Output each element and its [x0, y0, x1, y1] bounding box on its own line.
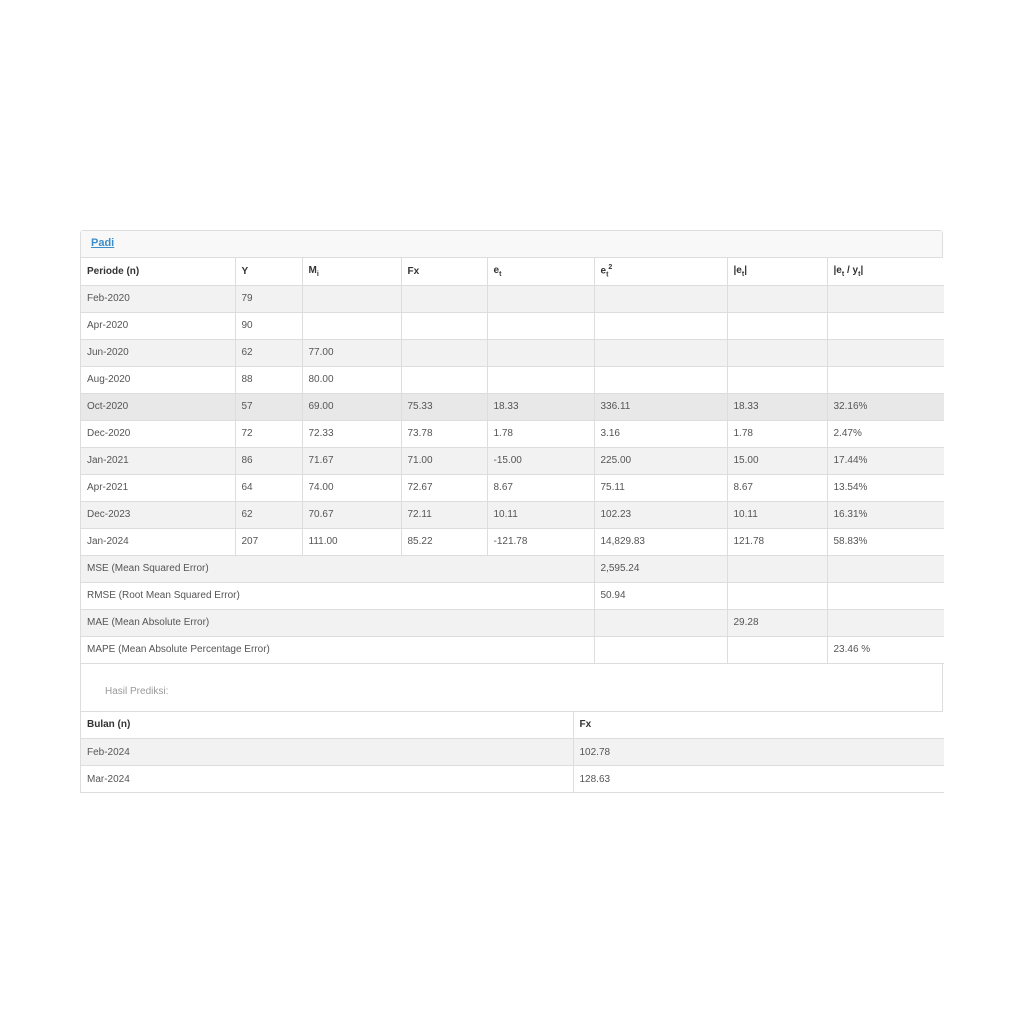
cell-et2: 102.23 — [594, 501, 727, 528]
cell-ape — [827, 366, 944, 393]
cell-abs: 8.67 — [727, 474, 827, 501]
cell-mi — [302, 312, 401, 339]
prediction-header-row — [81, 712, 944, 739]
cell-fx: 72.11 — [401, 501, 487, 528]
cell-fx — [401, 339, 487, 366]
header-ape-sub2: t — [858, 270, 861, 278]
prediction-label: Hasil Prediksi: — [81, 664, 942, 712]
cell-et: -121.78 — [487, 528, 594, 555]
cell-y: 88 — [235, 366, 302, 393]
cell-y: 90 — [235, 312, 302, 339]
cell-abs: 10.11 — [727, 501, 827, 528]
cell-period: Jan-2024 — [81, 528, 235, 555]
mae-row — [81, 609, 944, 636]
cell-fx — [401, 285, 487, 312]
cell-y: 86 — [235, 447, 302, 474]
cell-mi: 111.00 — [302, 528, 401, 555]
padi-link[interactable]: Padi — [91, 237, 115, 249]
table-row — [81, 501, 944, 528]
cell-abs — [727, 366, 827, 393]
prediction-cell-fx: 128.63 — [573, 766, 944, 793]
cell-et: -15.00 — [487, 447, 594, 474]
table-row — [81, 474, 944, 501]
cell-et2: 225.00 — [594, 447, 727, 474]
cell-fx — [401, 312, 487, 339]
header-period: Periode (n) — [81, 258, 235, 285]
cell-ape: 17.44% — [827, 447, 944, 474]
rmse-value: 50.94 — [594, 582, 727, 609]
header-y: Y — [235, 258, 302, 285]
cell-ape: 58.83% — [827, 528, 944, 555]
cell-mi: 77.00 — [302, 339, 401, 366]
table-row — [81, 339, 944, 366]
cell-y: 57 — [235, 393, 302, 420]
cell-mi: 70.67 — [302, 501, 401, 528]
rmse-label: RMSE (Root Mean Squared Error) — [81, 582, 594, 609]
header-ape-sub1: t — [841, 270, 845, 278]
cell-et2 — [594, 285, 727, 312]
rmse-empty-ape — [827, 582, 944, 609]
rmse-row — [81, 582, 944, 609]
cell-mi: 74.00 — [302, 474, 401, 501]
padi-panel — [80, 230, 943, 793]
mape-label: MAPE (Mean Absolute Percentage Error) — [81, 636, 594, 663]
cell-abs: 15.00 — [727, 447, 827, 474]
table-row — [81, 420, 944, 447]
header-mi-sub: i — [316, 270, 319, 278]
prediction-cell-fx: 102.78 — [573, 739, 944, 766]
cell-period: Jun-2020 — [81, 339, 235, 366]
header-fx: Fx — [401, 258, 487, 285]
mae-empty-ape — [827, 609, 944, 636]
cell-y: 62 — [235, 501, 302, 528]
cell-abs: 1.78 — [727, 420, 827, 447]
cell-abs — [727, 339, 827, 366]
cell-ape: 32.16% — [827, 393, 944, 420]
cell-et2: 336.11 — [594, 393, 727, 420]
cell-period: Oct-2020 — [81, 393, 235, 420]
prediction-cell-month: Mar-2024 — [81, 766, 573, 793]
cell-fx: 72.67 — [401, 474, 487, 501]
cell-et2 — [594, 339, 727, 366]
header-ape-mid: / y — [844, 264, 859, 276]
cell-abs — [727, 312, 827, 339]
cell-et2: 14,829.83 — [594, 528, 727, 555]
mape-empty-et2 — [594, 636, 727, 663]
mape-row — [81, 636, 944, 663]
prediction-row — [81, 766, 944, 793]
cell-ape — [827, 312, 944, 339]
cell-abs: 121.78 — [727, 528, 827, 555]
mse-empty-abs — [727, 555, 827, 582]
cell-et2 — [594, 366, 727, 393]
header-ape — [827, 258, 944, 285]
mae-empty-et2 — [594, 609, 727, 636]
cell-period: Aug-2020 — [81, 366, 235, 393]
cell-period: Apr-2020 — [81, 312, 235, 339]
header-et-base: e — [493, 264, 500, 276]
prediction-header-fx: Fx — [573, 712, 944, 739]
header-et-sub: t — [499, 270, 502, 278]
mse-empty-ape — [827, 555, 944, 582]
header-et2 — [594, 258, 727, 285]
cell-period: Feb-2020 — [81, 285, 235, 312]
cell-et — [487, 285, 594, 312]
rmse-empty-abs — [727, 582, 827, 609]
cell-et — [487, 312, 594, 339]
cell-mi: 72.33 — [302, 420, 401, 447]
table-row — [81, 393, 944, 420]
header-mi-base: M — [308, 264, 317, 276]
cell-ape: 2.47% — [827, 420, 944, 447]
mape-empty-abs — [727, 636, 827, 663]
mape-value: 23.46 % — [827, 636, 944, 663]
header-et2-sup: 2 — [608, 264, 613, 272]
header-abs-et — [727, 258, 827, 285]
cell-et: 18.33 — [487, 393, 594, 420]
header-et2-base: e — [600, 265, 607, 277]
cell-et — [487, 366, 594, 393]
table-row — [81, 312, 944, 339]
header-mi — [302, 258, 401, 285]
mae-label: MAE (Mean Absolute Error) — [81, 609, 594, 636]
cell-y: 79 — [235, 285, 302, 312]
cell-mi: 71.67 — [302, 447, 401, 474]
prediction-cell-month: Feb-2024 — [81, 739, 573, 766]
header-abs-left: |e — [733, 264, 742, 276]
cell-fx: 75.33 — [401, 393, 487, 420]
cell-fx: 71.00 — [401, 447, 487, 474]
header-et — [487, 258, 594, 285]
mse-row — [81, 555, 944, 582]
mae-value: 29.28 — [727, 609, 827, 636]
cell-et2: 3.16 — [594, 420, 727, 447]
cell-et: 10.11 — [487, 501, 594, 528]
cell-fx: 73.78 — [401, 420, 487, 447]
cell-period: Apr-2021 — [81, 474, 235, 501]
cell-fx: 85.22 — [401, 528, 487, 555]
cell-mi: 80.00 — [302, 366, 401, 393]
cell-et: 1.78 — [487, 420, 594, 447]
cell-et2 — [594, 312, 727, 339]
cell-y: 64 — [235, 474, 302, 501]
cell-ape — [827, 285, 944, 312]
prediction-header-month: Bulan (n) — [81, 712, 573, 739]
cell-y: 207 — [235, 528, 302, 555]
prediction-table — [81, 712, 944, 794]
cell-period: Dec-2020 — [81, 420, 235, 447]
header-et2-sub: t — [606, 271, 609, 279]
header-abs-sub: t — [741, 270, 745, 278]
table-row — [81, 447, 944, 474]
table-row — [81, 528, 944, 555]
panel-heading — [81, 231, 942, 258]
table-header-row — [81, 258, 944, 285]
cell-y: 62 — [235, 339, 302, 366]
cell-period: Dec-2023 — [81, 501, 235, 528]
cell-abs — [727, 285, 827, 312]
cell-et — [487, 339, 594, 366]
cell-ape: 16.31% — [827, 501, 944, 528]
header-ape-left: |e — [833, 264, 842, 276]
cell-fx — [401, 366, 487, 393]
prediction-row — [81, 739, 944, 766]
cell-period: Jan-2021 — [81, 447, 235, 474]
cell-ape — [827, 339, 944, 366]
forecast-table — [81, 258, 944, 664]
header-ape-right: | — [860, 264, 864, 276]
cell-et: 8.67 — [487, 474, 594, 501]
cell-abs: 18.33 — [727, 393, 827, 420]
mse-label: MSE (Mean Squared Error) — [81, 555, 594, 582]
cell-ape: 13.54% — [827, 474, 944, 501]
cell-y: 72 — [235, 420, 302, 447]
header-abs-right: | — [744, 264, 748, 276]
mse-value: 2,595.24 — [594, 555, 727, 582]
table-row — [81, 285, 944, 312]
cell-mi: 69.00 — [302, 393, 401, 420]
cell-et2: 75.11 — [594, 474, 727, 501]
cell-mi — [302, 285, 401, 312]
table-row — [81, 366, 944, 393]
